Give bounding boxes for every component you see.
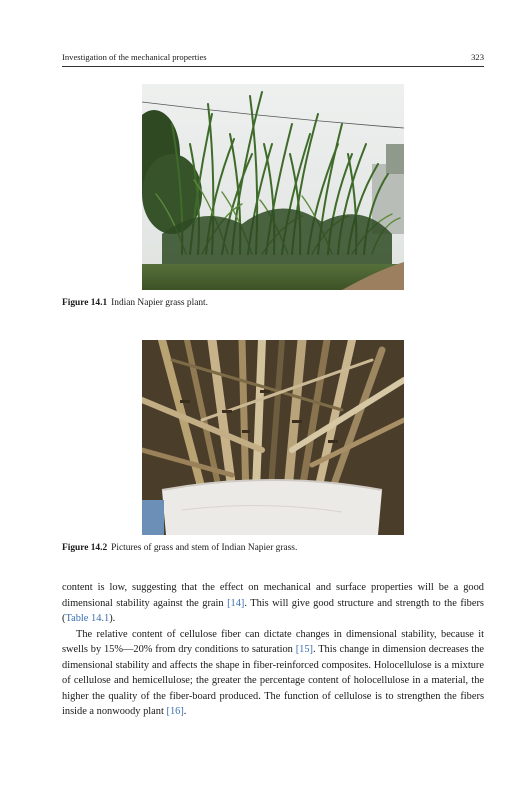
running-title: Investigation of the mechanical properties: [62, 52, 207, 62]
paragraph: [62, 580, 484, 627]
citation-link[interactable]: [16]: [166, 706, 184, 717]
page-number: 323: [471, 52, 484, 62]
text-run: . This change in dimension decreases the dimensional stability and affects the shape in fiber-reinforced composites. Holocellulose is a mixture of cellulose and hemicellulose; the greater the percentage content of holocellulose in a material, the higher the quality of the fiber-board produced. The function of cellulose is to strengthen the fibers inside a nonwoody plant: [62, 644, 484, 717]
figure-napier-grass-plant-image: [142, 84, 404, 290]
table-link[interactable]: Table 14.1: [65, 613, 110, 624]
paragraph: [62, 627, 484, 720]
text-run: The relative content of cellulose fiber can dictate changes in dimensional stability, because it swells by 15%—20% from dry conditions to saturation: [62, 628, 484, 655]
text-run: . This will give good structure and strength to the fibers (: [62, 597, 484, 624]
text-run: content is low, suggesting that the effect on mechanical and surface properties will be a good dimensional stability against the grain: [62, 582, 484, 609]
running-header: [62, 52, 484, 62]
figure-caption: [62, 298, 208, 308]
figure-caption-text: Indian Napier grass plant.: [111, 298, 208, 308]
text-run: ).: [109, 613, 116, 624]
text-run: .: [183, 706, 187, 717]
figure-label: Figure 14.2: [62, 543, 108, 553]
citation-link[interactable]: [14]: [227, 597, 245, 609]
figure-napier-grass-stems-image: [142, 340, 404, 535]
header-rule: [62, 66, 484, 67]
body-text: [62, 580, 484, 720]
citation-link[interactable]: [15]: [295, 644, 313, 655]
figure-caption: [62, 543, 297, 553]
figure-label: Figure 14.1: [62, 298, 108, 308]
figure-caption-text: Pictures of grass and stem of Indian Napier grass.: [111, 543, 298, 553]
